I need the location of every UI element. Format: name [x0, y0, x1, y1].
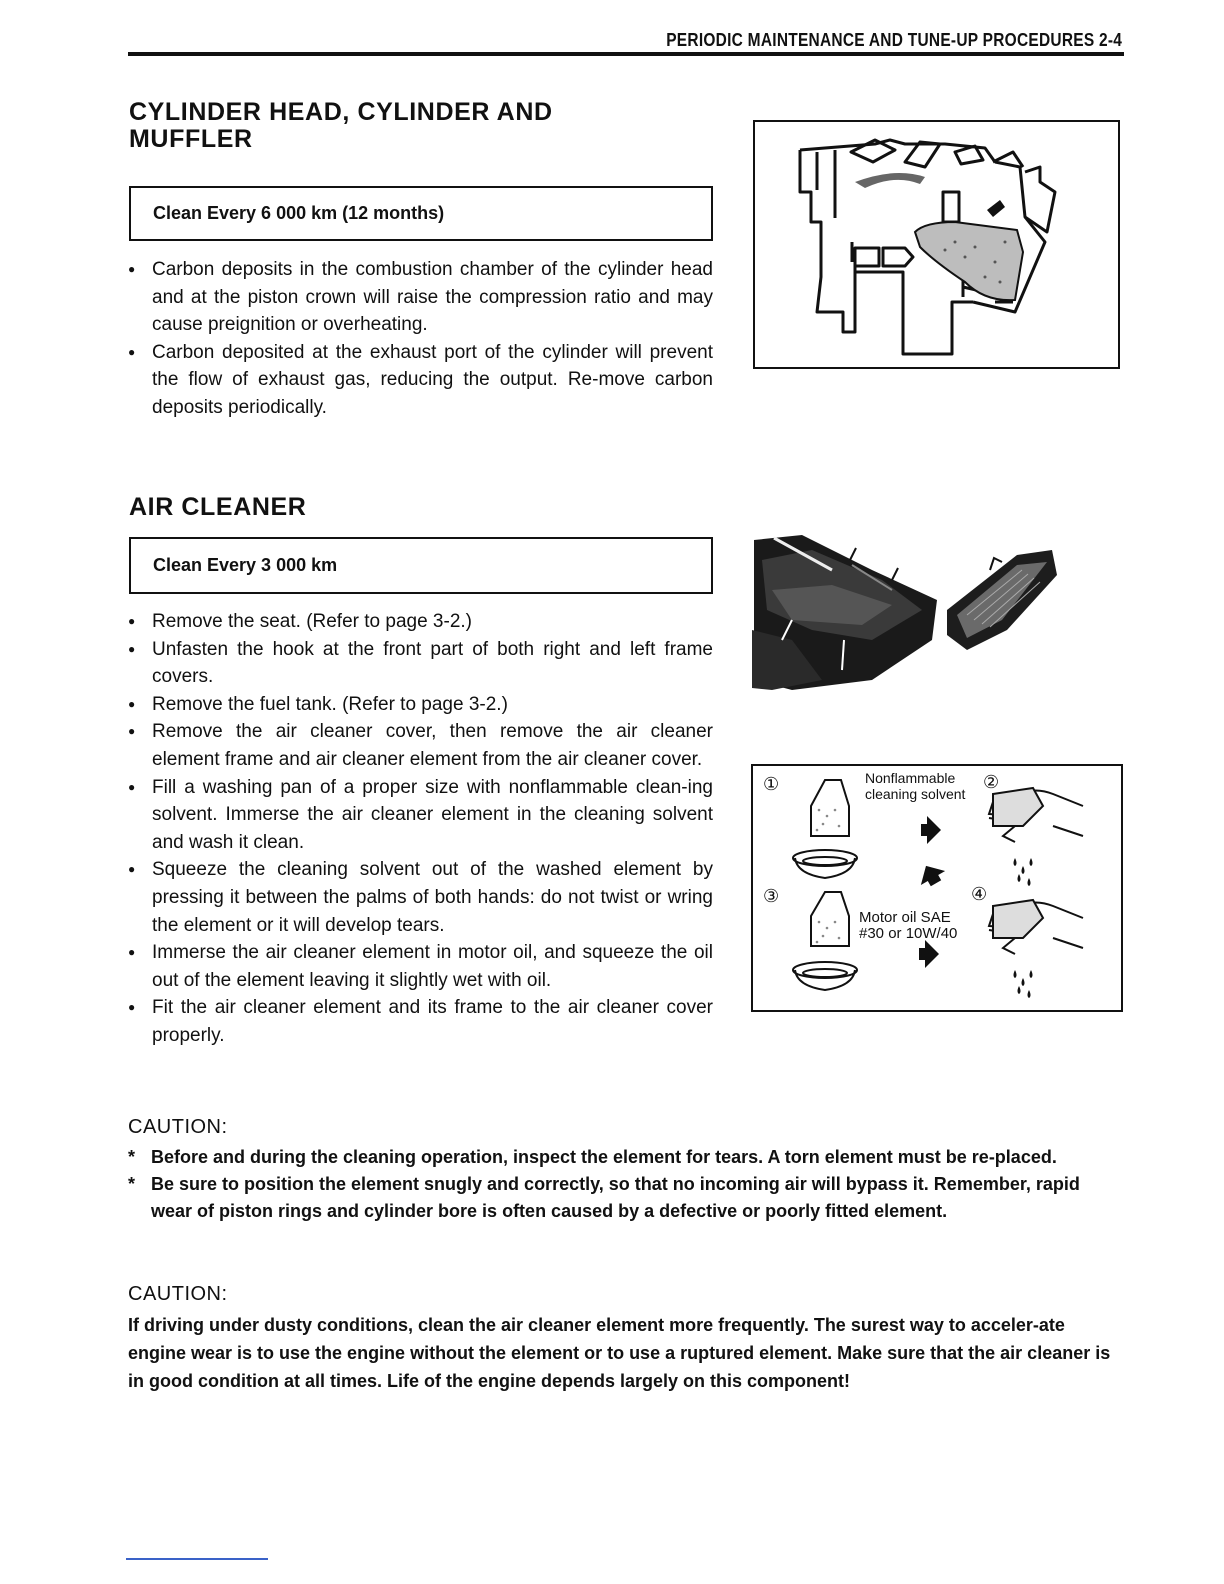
oil-label-line2: #30 or 10W/40	[859, 925, 958, 942]
caution-label-2: CAUTION:	[128, 1283, 228, 1305]
footer-rule	[126, 1558, 268, 1560]
bullet-item: ● Remove the air cleaner cover, then remove the air cleaner element frame and air cleaner element from the air cleaner cover.	[128, 718, 713, 773]
bullet-item: ● Carbon deposits in the combustion chamber of the cylinder head and at the piston crown will raise the compression ratio and may cause preignition or overheating.	[128, 256, 713, 339]
cylinder-head-figure	[753, 120, 1120, 369]
oil-label-line1: Motor oil SAE	[859, 909, 951, 926]
interval-box-cylinder: Clean Every 6 000 km (12 months)	[129, 186, 713, 241]
cleaning-procedure-figure	[751, 764, 1123, 1012]
step-3-marker: ③	[763, 886, 780, 906]
cylinder-head-drawing	[755, 122, 1118, 367]
heading-line-2: MUFFLER	[129, 125, 253, 153]
bullet-item: ● Remove the fuel tank. (Refer to page 3-2.)	[128, 691, 713, 719]
page-header-title: PERIODIC MAINTENANCE AND TUNE-UP PROCEDURES 2-4	[666, 30, 1122, 50]
bullet-item: ● Immerse the air cleaner element in motor oil, and squeeze the oil out of the element leaving it slightly wet with oil.	[128, 939, 713, 994]
cleaning-procedure-drawing	[753, 766, 1121, 1010]
air-cleaner-photo	[752, 530, 1062, 695]
step-2-marker: ②	[983, 772, 1000, 792]
air-cleaner-photo-drawing	[752, 530, 1062, 695]
step-1-marker: ①	[763, 774, 780, 794]
cylinder-bullet-list	[128, 256, 713, 422]
caution-paragraph: If driving under dusty conditions, clean the air cleaner element more frequently. The surest way to acceler-ate engine wear is to use the engine without the element or to use a ruptured element. Make sure that the air cleaner is in good condition at all times. Life of the engine depends largely on this component!	[128, 1315, 1111, 1391]
section-heading-cylinder	[129, 99, 553, 153]
header-rule	[128, 52, 1124, 56]
heading-line-1: CYLINDER HEAD, CYLINDER AND	[129, 98, 553, 126]
step-4-marker: ④	[971, 884, 988, 904]
air-cleaner-bullet-list	[128, 608, 713, 1050]
solvent-label-line2: cleaning solvent	[865, 786, 966, 802]
bullet-item: ● Carbon deposited at the exhaust port of the cylinder will prevent the flow of exhaust gas, reducing the output. Re-move carbon deposits periodically.	[128, 339, 713, 422]
caution-list	[128, 1144, 1120, 1225]
bullet-item: ● Fit the air cleaner element and its frame to the air cleaner cover properly.	[128, 994, 713, 1049]
interval-box-air-cleaner: Clean Every 3 000 km	[129, 537, 713, 594]
bullet-item: ● Squeeze the cleaning solvent out of the washed element by pressing it between the palms of both hands: do not twist or wring the element or it will develop tears.	[128, 856, 713, 939]
caution-item: * Before and during the cleaning operation, inspect the element for tears. A torn element must be re-placed.	[128, 1144, 1120, 1171]
section-heading-air-cleaner: AIR CLEANER	[129, 493, 307, 521]
bullet-item: ● Fill a washing pan of a proper size with nonflammable clean-ing solvent. Immerse the air cleaner element in the cleaning solvent and wash it clean.	[128, 774, 713, 857]
solvent-label-line1: Nonflammable	[865, 770, 956, 786]
caution-item: * Be sure to position the element snugly and correctly, so that no incoming air will bypass it. Remember, rapid wear of piston rings and cylinder bore is often caused by a defective or poorly fitted element.	[128, 1171, 1120, 1225]
caution-label-1: CAUTION:	[128, 1116, 228, 1138]
bullet-item: ● Unfasten the hook at the front part of both right and left frame covers.	[128, 636, 713, 691]
bullet-item: ● Remove the seat. (Refer to page 3-2.)	[128, 608, 713, 636]
